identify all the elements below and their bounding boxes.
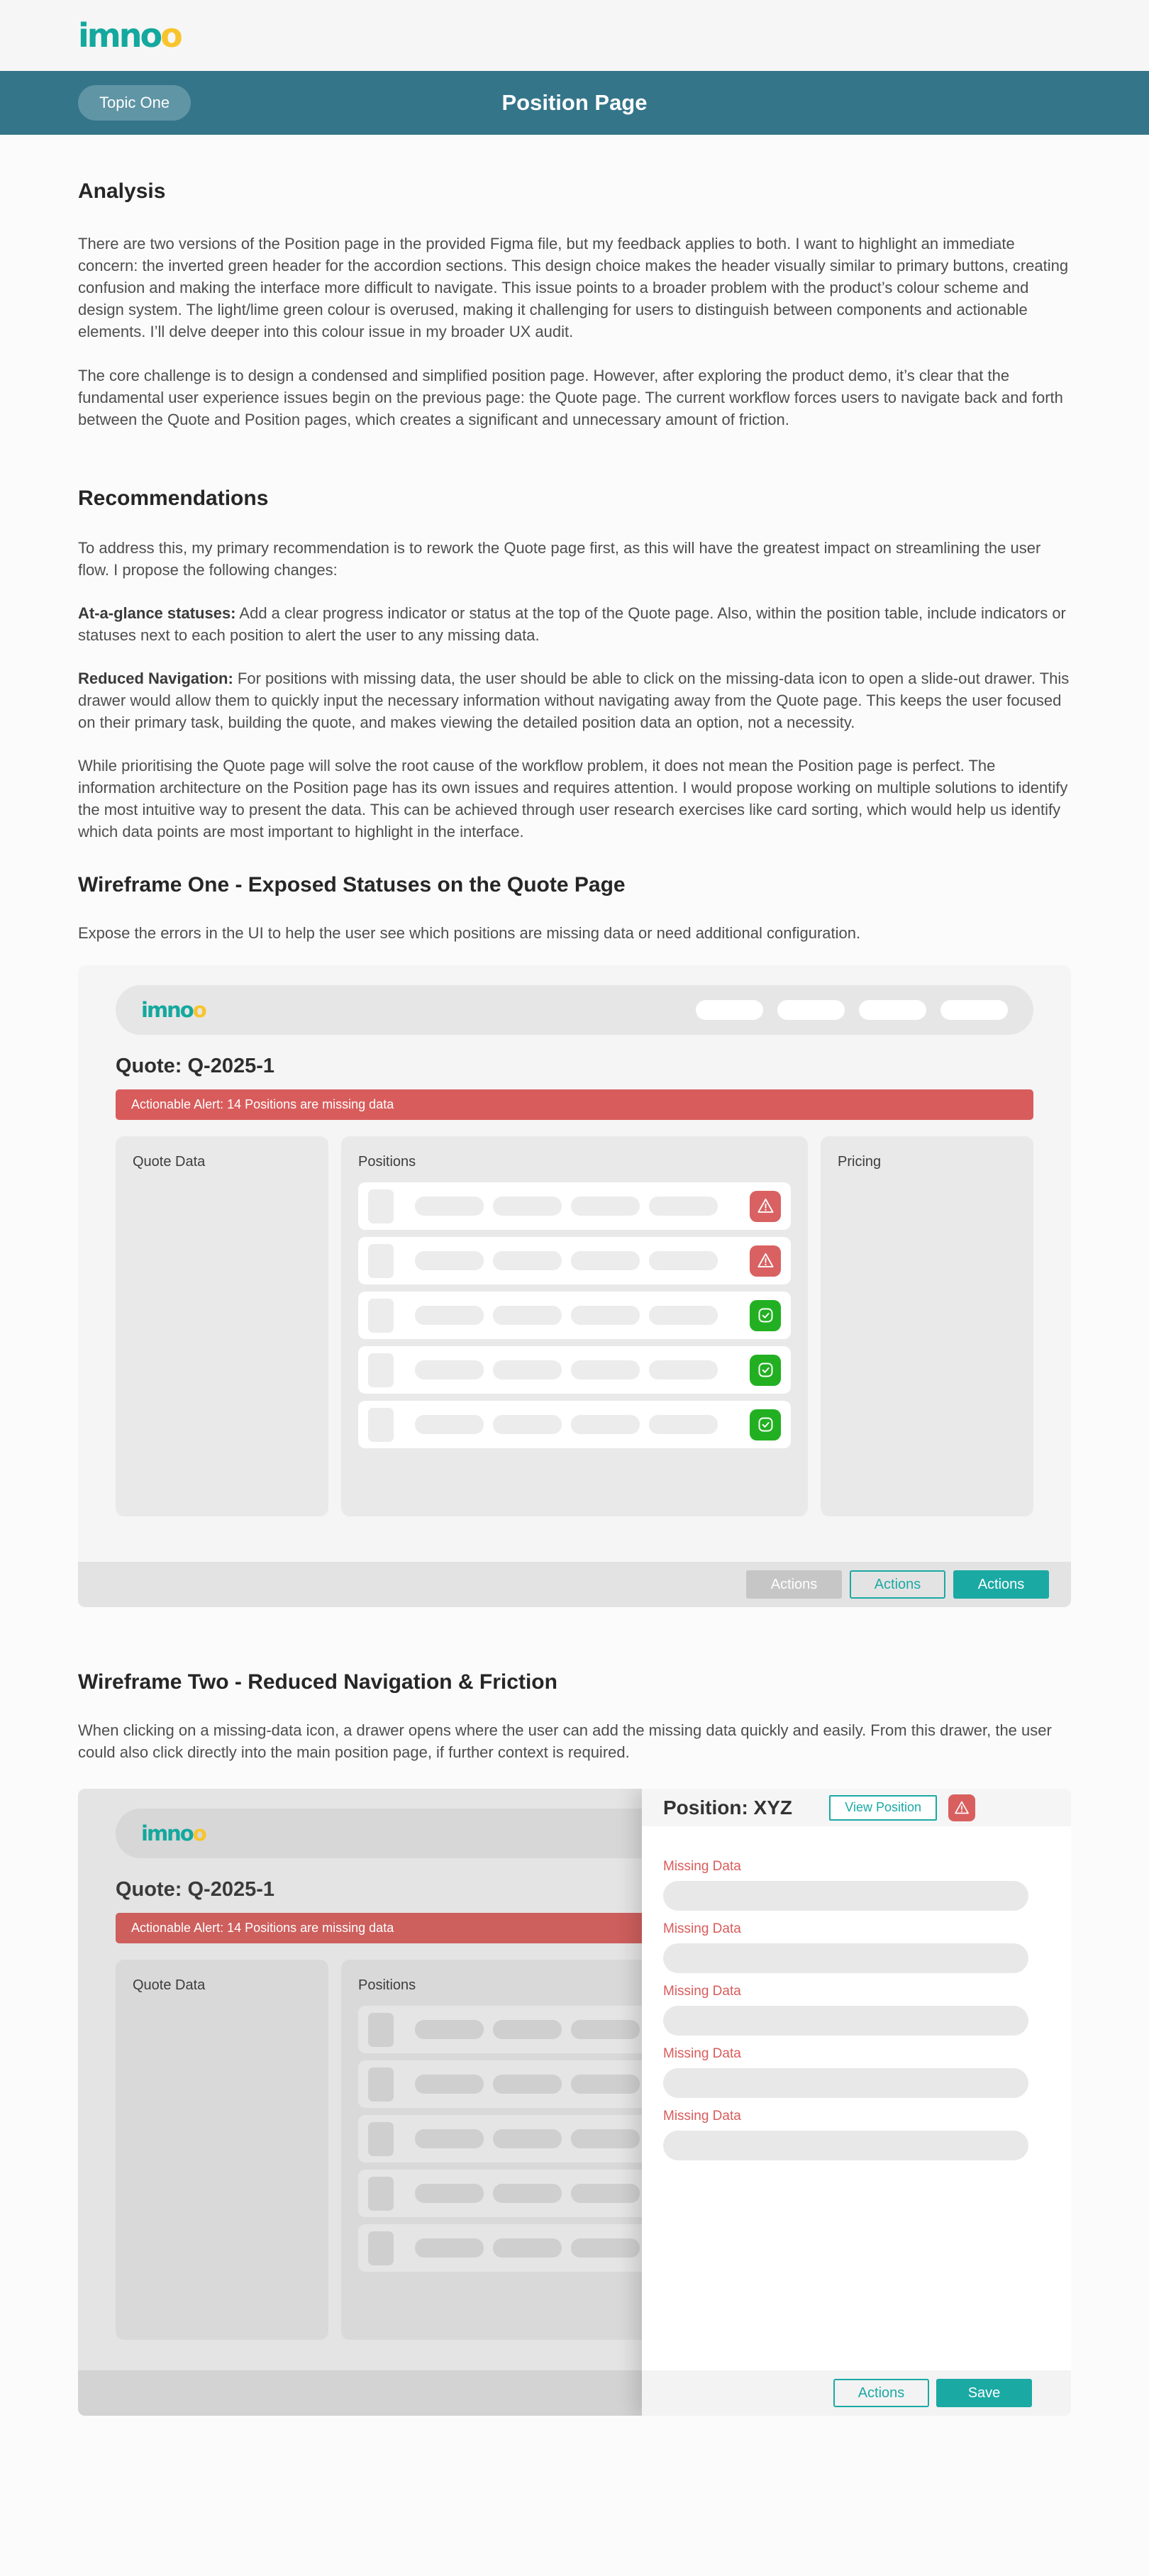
analysis-heading: Analysis <box>78 179 166 203</box>
row-thumbnail <box>368 1299 394 1333</box>
missing-data-field <box>663 2108 1028 2160</box>
page-title: Position Page <box>501 90 648 115</box>
nav-link-placeholder[interactable] <box>696 1000 763 1020</box>
missing-data-input[interactable] <box>663 2006 1028 2036</box>
actions-button-secondary[interactable]: Actions <box>850 1570 945 1599</box>
drawer-header <box>642 1789 1071 1826</box>
recommendation-item <box>78 667 1071 733</box>
check-icon <box>756 1306 775 1325</box>
missing-data-input[interactable] <box>663 1881 1028 1911</box>
row-thumbnail <box>368 1408 394 1442</box>
row-data-pill <box>571 1415 640 1434</box>
nav-link-placeholder[interactable] <box>859 1000 926 1020</box>
position-row <box>358 1237 791 1284</box>
position-row <box>358 1292 791 1339</box>
panel-label: Quote Data <box>133 1977 206 1993</box>
row-data-pill <box>415 2184 484 2203</box>
actions-button-disabled[interactable]: Actions <box>746 1570 842 1599</box>
row-data-pill <box>649 1415 718 1434</box>
position-row <box>358 1346 791 1394</box>
row-thumbnail <box>368 2231 394 2265</box>
position-row <box>358 1182 791 1230</box>
row-data-pill <box>493 2238 562 2258</box>
wireframe-two-mock <box>78 1789 1071 2416</box>
row-data-pill <box>649 1306 718 1325</box>
panel-label: Pricing <box>838 1154 882 1170</box>
complete-status-icon[interactable] <box>750 1409 781 1440</box>
mock-footer-bar <box>78 1562 1071 1607</box>
row-data-pill <box>415 1360 484 1379</box>
missing-data-status-icon[interactable] <box>750 1245 781 1277</box>
topic-badge: Topic One <box>78 85 191 121</box>
row-data-pill <box>571 1197 640 1216</box>
row-data-pill <box>493 1251 562 1270</box>
row-thumbnail <box>368 1353 394 1387</box>
mock-brand-logo: imnoo <box>141 1821 206 1845</box>
analysis-paragraph: The core challenge is to design a condensed and simplified position page. However, after exploring the product demo, it’s clear that the fundamental user experience issues begin on the previous page: the Quote page. The current workflow forces users to navigate back and forth between the Quote and Position pages, which creates a significant and unnecessary amount of friction. <box>78 367 1063 428</box>
alert-banner: Actionable Alert: 14 Positions are missing data <box>116 1913 1033 1943</box>
nav-links <box>696 1000 1008 1020</box>
nav-link-placeholder[interactable] <box>940 1000 1008 1020</box>
recommendations-intro: To address this, my primary recommendation is to rework the Quote page first, as this will have the greatest impact on streamlining the user flow. I propose the following changes: <box>78 539 1041 579</box>
mock-brand-logo: imnoo <box>141 997 206 1022</box>
row-data-pill <box>493 1306 562 1325</box>
row-data-pill <box>493 2184 562 2203</box>
missing-data-label: Missing Data <box>663 1859 741 1874</box>
wireframe-two-heading: Wireframe Two - Reduced Navigation & Friction <box>78 1670 557 1694</box>
alert-triangle-icon <box>953 1799 970 1816</box>
missing-data-field <box>663 2045 1028 2098</box>
row-data-pill <box>649 1197 718 1216</box>
missing-data-field <box>663 1921 1028 1973</box>
quote-title: Quote: Q-2025-1 <box>116 1055 274 1077</box>
missing-data-input[interactable] <box>663 2131 1028 2160</box>
quote-title: Quote: Q-2025-1 <box>116 1878 274 1901</box>
alert-triangle-icon <box>756 1197 775 1216</box>
row-data-pill <box>571 1306 640 1325</box>
row-data-pill <box>571 2075 640 2094</box>
top-bar <box>0 0 1149 71</box>
missing-data-label: Missing Data <box>663 2046 741 2061</box>
row-data-pill <box>571 1360 640 1379</box>
missing-data-label: Missing Data <box>663 1921 741 1936</box>
drawer-footer <box>642 2370 1071 2416</box>
row-thumbnail <box>368 2013 394 2047</box>
row-data-pill <box>493 2129 562 2148</box>
row-data-pill <box>415 1197 484 1216</box>
missing-data-status-icon[interactable] <box>750 1191 781 1222</box>
panel-label: Quote Data <box>133 1154 206 1170</box>
brand-logo: imnoo <box>78 16 181 55</box>
row-data-pill <box>415 1306 484 1325</box>
positions-panel <box>341 1136 808 1516</box>
analysis-paragraph: There are two versions of the Position page in the provided Figma file, but my feedback applies to both. I want to highlight an immediate concern: the inverted green header for the accordion sections. This design choice makes the header visually similar to primary buttons, creating confusion and making the interface more difficult to navigate. This issue points to a broader problem with the product’s colour scheme and design system. The light/lime green colour is overused, making it challenging for users to distinguish between components and actionable elements. I’ll delve deeper into this colour issue in my broader UX audit. <box>78 235 1069 340</box>
actions-button-secondary[interactable]: Actions <box>833 2379 929 2407</box>
row-data-pill <box>493 1360 562 1379</box>
recommendations-heading: Recommendations <box>78 487 269 510</box>
row-thumbnail <box>368 1189 394 1223</box>
missing-data-alert-icon[interactable] <box>948 1794 975 1821</box>
complete-status-icon[interactable] <box>750 1300 781 1331</box>
row-thumbnail <box>368 1244 394 1278</box>
alert-triangle-icon <box>756 1251 775 1270</box>
missing-data-field <box>663 1983 1028 2036</box>
drawer-title: Position: XYZ <box>663 1796 792 1819</box>
wireframe-one-description: Expose the errors in the UI to help the user see which positions are missing data or need additional configuration. <box>78 924 861 942</box>
row-data-pill <box>649 1360 718 1379</box>
row-data-pill <box>415 1415 484 1434</box>
recommendation-item <box>78 602 1071 646</box>
row-data-pill <box>415 2129 484 2148</box>
row-data-pill <box>649 1251 718 1270</box>
title-banner <box>0 71 1149 135</box>
panel-label: Positions <box>358 1154 416 1170</box>
quote-data-panel <box>116 1960 328 2340</box>
row-thumbnail <box>368 2067 394 2102</box>
check-icon <box>756 1360 775 1379</box>
actions-button-primary[interactable]: Actions <box>953 1570 1049 1599</box>
slide-out-drawer <box>642 1789 1071 2416</box>
row-data-pill <box>415 1251 484 1270</box>
row-data-pill <box>571 2020 640 2039</box>
row-data-pill <box>415 2075 484 2094</box>
row-data-pill <box>493 1197 562 1216</box>
panel-label: Positions <box>358 1977 416 1993</box>
recommendation-lead: At-a-glance statuses: <box>78 604 236 622</box>
row-data-pill <box>493 1415 562 1434</box>
row-data-pill <box>571 2129 640 2148</box>
row-data-pill <box>571 2238 640 2258</box>
missing-data-form <box>642 1826 1071 2160</box>
row-data-pill <box>493 2075 562 2094</box>
quote-data-panel <box>116 1136 328 1516</box>
missing-data-label: Missing Data <box>663 2109 741 2123</box>
recommendation-text: Add a clear progress indicator or status at the top of the Quote page. Also, within the position table, include indicators or statuses next to each position to alert the user to any missing data. <box>78 604 1066 644</box>
missing-data-label: Missing Data <box>663 1984 741 1999</box>
row-data-pill <box>493 2020 562 2039</box>
row-data-pill <box>415 2020 484 2039</box>
missing-data-input[interactable] <box>663 1943 1028 1973</box>
row-data-pill <box>571 1251 640 1270</box>
row-data-pill <box>571 2184 640 2203</box>
complete-status-icon[interactable] <box>750 1355 781 1386</box>
alert-banner: Actionable Alert: 14 Positions are missing data <box>116 1089 1033 1120</box>
wireframe-one-mock <box>78 965 1071 1607</box>
row-thumbnail <box>368 2177 394 2211</box>
wireframe-two-description: When clicking on a missing-data icon, a drawer opens where the user can add the missing data quickly and easily. From this drawer, the user could also click directly into the main position page, if further context is required. <box>78 1721 1052 1761</box>
row-data-pill <box>415 2238 484 2258</box>
recommendations-outro: While prioritising the Quote page will solve the root cause of the workflow problem, it does not mean the Position page is perfect. The information architecture on the Position page has its own issues and requires attention. I would propose working on multiple solutions to identify the most intuitive way to present the data. This can be achieved through user research exercises like card sorting, which would help us identify which data points are most important to highlight in the interface. <box>78 757 1068 840</box>
recommendation-lead: Reduced Navigation: <box>78 670 233 687</box>
quote-panels <box>116 1136 1033 1516</box>
missing-data-input[interactable] <box>663 2068 1028 2098</box>
check-icon <box>756 1415 775 1434</box>
view-position-button[interactable]: View Position <box>829 1795 937 1821</box>
save-button[interactable]: Save <box>936 2379 1032 2407</box>
recommendation-text: For positions with missing data, the user should be able to click on the missing-data icon to open a slide-out drawer. This drawer would allow them to quickly input the necessary information without navigating away from the Quote page. This keeps the user focused on their primary task, building the quote, and makes viewing the detailed position data an option, not a necessity. <box>78 670 1070 731</box>
missing-data-field <box>663 1858 1028 1911</box>
pricing-panel <box>821 1136 1033 1516</box>
positions-list <box>358 1182 791 1448</box>
wireframe-one-heading: Wireframe One - Exposed Statuses on the Quote Page <box>78 873 626 896</box>
row-thumbnail <box>368 2122 394 2156</box>
nav-link-placeholder[interactable] <box>777 1000 845 1020</box>
mock-navbar <box>116 985 1033 1035</box>
position-row <box>358 1401 791 1448</box>
